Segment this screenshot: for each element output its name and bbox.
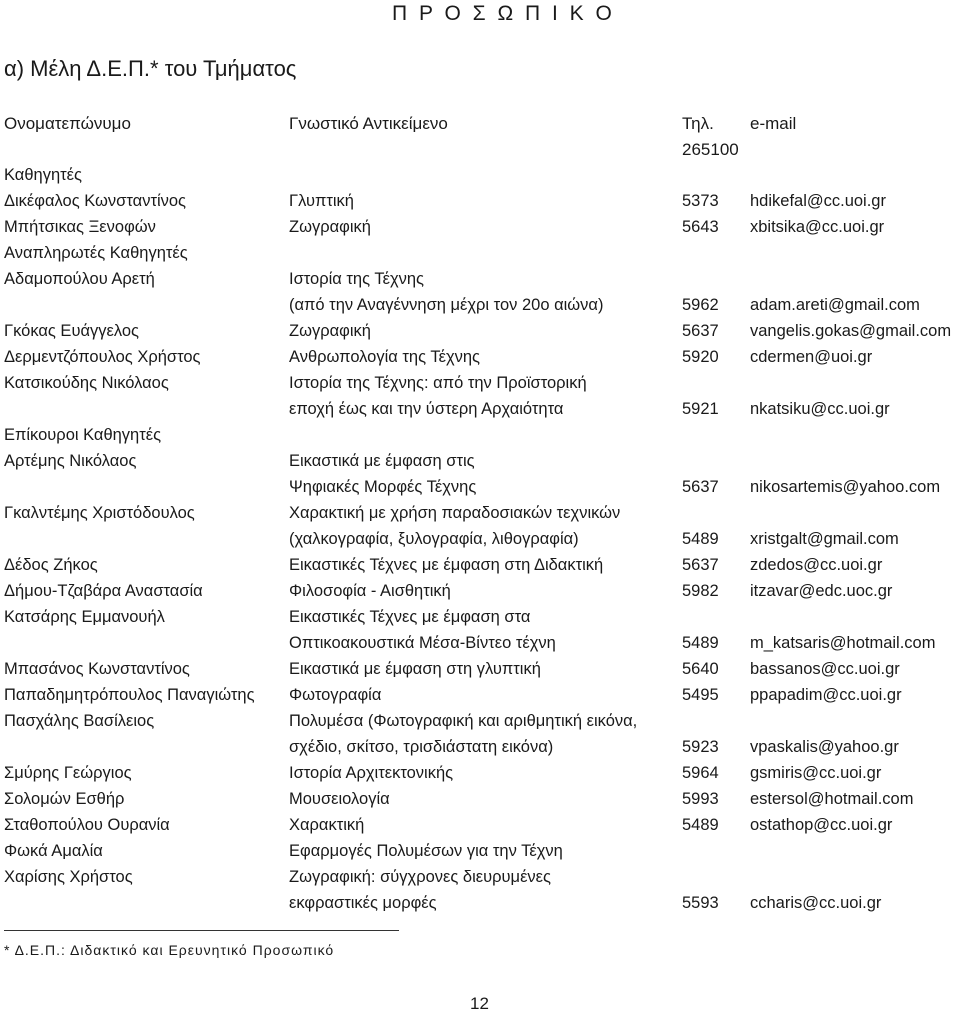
cell-subject: Χαρακτική με χρήση παραδοσιακών τεχνικών bbox=[289, 504, 621, 522]
table-row bbox=[0, 270, 960, 296]
cell-subject: Γλυπτική bbox=[289, 192, 354, 210]
cell-email: zdedos@cc.uoi.gr bbox=[750, 556, 883, 574]
cell-subject: (χαλκογραφία, ξυλογραφία, λιθογραφία) bbox=[289, 530, 579, 548]
cell-email: nkatsiku@cc.uoi.gr bbox=[750, 400, 890, 418]
cell-name: Σολομών Εσθήρ bbox=[4, 790, 125, 808]
table-row bbox=[0, 738, 960, 764]
cell-name: Πασχάλης Βασίλειος bbox=[4, 712, 155, 730]
table-row bbox=[0, 686, 960, 712]
cell-subject: εποχή έως και την ύστερη Αρχαιότητα bbox=[289, 400, 564, 418]
cell-name: Επίκουροι Καθηγητές bbox=[4, 426, 162, 444]
cell-name: Φωκά Αμαλία bbox=[4, 842, 103, 860]
table-row bbox=[0, 608, 960, 634]
footnote: * Δ.Ε.Π.: Διδακτικό και Ερευνητικό Προσωπικό bbox=[4, 942, 335, 958]
table-row bbox=[0, 504, 960, 530]
cell-tel: 5964 bbox=[682, 764, 719, 782]
cell-subject: Φιλοσοφία - Αισθητική bbox=[289, 582, 451, 600]
cell-email: itzavar@edc.uoc.gr bbox=[750, 582, 893, 600]
table-row bbox=[0, 374, 960, 400]
section-heading bbox=[0, 166, 960, 192]
cell-tel: 5982 bbox=[682, 582, 719, 600]
table-row bbox=[0, 790, 960, 816]
cell-name: Αδαμοπούλου Αρετή bbox=[4, 270, 155, 288]
header-tel-prefix: 265100 bbox=[682, 140, 739, 159]
cell-email: bassanos@cc.uoi.gr bbox=[750, 660, 900, 678]
cell-name: Καθηγητές bbox=[4, 166, 82, 184]
cell-name: Δέδος Ζήκος bbox=[4, 556, 98, 574]
cell-email: estersol@hotmail.com bbox=[750, 790, 914, 808]
cell-name: Αναπληρωτές Καθηγητές bbox=[4, 244, 188, 262]
cell-tel: 5637 bbox=[682, 556, 719, 574]
table-row bbox=[0, 582, 960, 608]
cell-email: cdermen@uoi.gr bbox=[750, 348, 873, 366]
cell-name: Χαρίσης Χρήστος bbox=[4, 868, 133, 886]
cell-name: Αρτέμης Νικόλαος bbox=[4, 452, 137, 470]
section-heading bbox=[0, 426, 960, 452]
cell-email: vpaskalis@yahoo.gr bbox=[750, 738, 899, 756]
cell-email: gsmiris@cc.uoi.gr bbox=[750, 764, 882, 782]
header-subject: Γνωστικό Αντικείμενο bbox=[289, 114, 448, 133]
cell-email: xbitsika@cc.uoi.gr bbox=[750, 218, 885, 236]
table-row bbox=[0, 530, 960, 556]
cell-name: Μπασάνος Κωνσταντίνος bbox=[4, 660, 190, 678]
cell-email: ppapadim@cc.uoi.gr bbox=[750, 686, 902, 704]
table-row bbox=[0, 842, 960, 868]
cell-name: Μπήτσικας Ξενοφών bbox=[4, 218, 156, 236]
cell-email: xristgalt@gmail.com bbox=[750, 530, 899, 548]
table-row bbox=[0, 894, 960, 920]
cell-email: ccharis@cc.uoi.gr bbox=[750, 894, 882, 912]
table-row bbox=[0, 478, 960, 504]
cell-subject: Ζωγραφική bbox=[289, 218, 371, 236]
table-row bbox=[0, 634, 960, 660]
cell-tel: 5921 bbox=[682, 400, 719, 418]
cell-subject: (από την Αναγέννηση μέχρι τον 20ο αιώνα) bbox=[289, 296, 604, 314]
table-row bbox=[0, 192, 960, 218]
table-row bbox=[0, 868, 960, 894]
page-title: Π Ρ Ο Σ Ω Π Ι Κ Ο bbox=[392, 2, 615, 25]
cell-tel: 5993 bbox=[682, 790, 719, 808]
cell-tel: 5923 bbox=[682, 738, 719, 756]
cell-subject: Οπτικοακουστικά Μέσα-Βίντεο τέχνη bbox=[289, 634, 556, 652]
cell-name: Σταθοπούλου Ουρανία bbox=[4, 816, 170, 834]
page-number: 12 bbox=[470, 994, 489, 1013]
cell-email: hdikefal@cc.uoi.gr bbox=[750, 192, 886, 210]
cell-tel: 5962 bbox=[682, 296, 719, 314]
cell-subject: Εφαρμογές Πολυμέσων για την Τέχνη bbox=[289, 842, 563, 860]
header-name: Ονοματεπώνυμο bbox=[4, 114, 131, 133]
cell-email: vangelis.gokas@gmail.com bbox=[750, 322, 952, 340]
cell-subject: Ζωγραφική bbox=[289, 322, 371, 340]
cell-name: Γκαλντέμης Χριστόδουλος bbox=[4, 504, 195, 522]
table-row bbox=[0, 556, 960, 582]
table-row bbox=[0, 322, 960, 348]
cell-name: Παπαδημητρόπουλος Παναγιώτης bbox=[4, 686, 255, 704]
cell-subject: Εικαστικές Τέχνες με έμφαση στα bbox=[289, 608, 531, 626]
cell-subject: Εικαστικά με έμφαση στις bbox=[289, 452, 475, 470]
cell-tel: 5640 bbox=[682, 660, 719, 678]
cell-name: Κατσάρης Εμμανουήλ bbox=[4, 608, 165, 626]
table-row bbox=[0, 712, 960, 738]
section-subtitle: α) Μέλη Δ.Ε.Π.* του Τμήματος bbox=[4, 56, 297, 81]
cell-email: nikosartemis@yahoo.com bbox=[750, 478, 941, 496]
cell-subject: Ζωγραφική: σύγχρονες διευρυμένες bbox=[289, 868, 551, 886]
cell-subject: Ανθρωπολογία της Τέχνης bbox=[289, 348, 480, 366]
header-email: e-mail bbox=[750, 114, 797, 133]
header-tel: Τηλ. bbox=[682, 114, 714, 133]
cell-subject: Ιστορία της Τέχνης bbox=[289, 270, 424, 288]
section-heading bbox=[0, 244, 960, 270]
cell-tel: 5489 bbox=[682, 530, 719, 548]
cell-tel: 5373 bbox=[682, 192, 719, 210]
cell-subject: Μουσειολογία bbox=[289, 790, 390, 808]
cell-tel: 5495 bbox=[682, 686, 719, 704]
cell-subject: Φωτογραφία bbox=[289, 686, 382, 704]
table-row bbox=[0, 452, 960, 478]
cell-tel: 5637 bbox=[682, 322, 719, 340]
table-row bbox=[0, 296, 960, 322]
cell-name: Κατσικούδης Νικόλαος bbox=[4, 374, 169, 392]
cell-name: Δικέφαλος Κωνσταντίνος bbox=[4, 192, 186, 210]
cell-tel: 5920 bbox=[682, 348, 719, 366]
table-row bbox=[0, 816, 960, 842]
cell-tel: 5489 bbox=[682, 634, 719, 652]
cell-subject: Ιστορία Αρχιτεκτονικής bbox=[289, 764, 454, 782]
table-row bbox=[0, 348, 960, 374]
table-row bbox=[0, 218, 960, 244]
cell-tel: 5489 bbox=[682, 816, 719, 834]
cell-subject: Εικαστικά με έμφαση στη γλυπτική bbox=[289, 660, 541, 678]
cell-subject: Ιστορία της Τέχνης: από την Προϊστορική bbox=[289, 374, 587, 392]
table-row bbox=[0, 764, 960, 790]
cell-name: Δερμεντζόπουλος Χρήστος bbox=[4, 348, 201, 366]
cell-name: Γκόκας Ευάγγελος bbox=[4, 322, 139, 340]
cell-tel: 5643 bbox=[682, 218, 719, 236]
cell-subject: Χαρακτική bbox=[289, 816, 365, 834]
cell-tel: 5593 bbox=[682, 894, 719, 912]
cell-subject: σχέδιο, σκίτσο, τρισδιάστατη εικόνα) bbox=[289, 738, 554, 756]
cell-name: Δήμου-Τζαβάρα Αναστασία bbox=[4, 582, 203, 600]
cell-email: ostathop@cc.uoi.gr bbox=[750, 816, 893, 834]
footnote-rule bbox=[4, 930, 399, 931]
cell-email: m_katsaris@hotmail.com bbox=[750, 634, 936, 652]
cell-subject: Ψηφιακές Μορφές Τέχνης bbox=[289, 478, 477, 496]
cell-email: adam.areti@gmail.com bbox=[750, 296, 920, 314]
cell-tel: 5637 bbox=[682, 478, 719, 496]
table-row bbox=[0, 400, 960, 426]
cell-subject: εκφραστικές μορφές bbox=[289, 894, 437, 912]
cell-subject: Πολυμέσα (Φωτογραφική και αριθμητική εικόνα, bbox=[289, 712, 638, 730]
cell-subject: Εικαστικές Τέχνες με έμφαση στη Διδακτική bbox=[289, 556, 604, 574]
table-row bbox=[0, 660, 960, 686]
cell-name: Σμύρης Γεώργιος bbox=[4, 764, 132, 782]
